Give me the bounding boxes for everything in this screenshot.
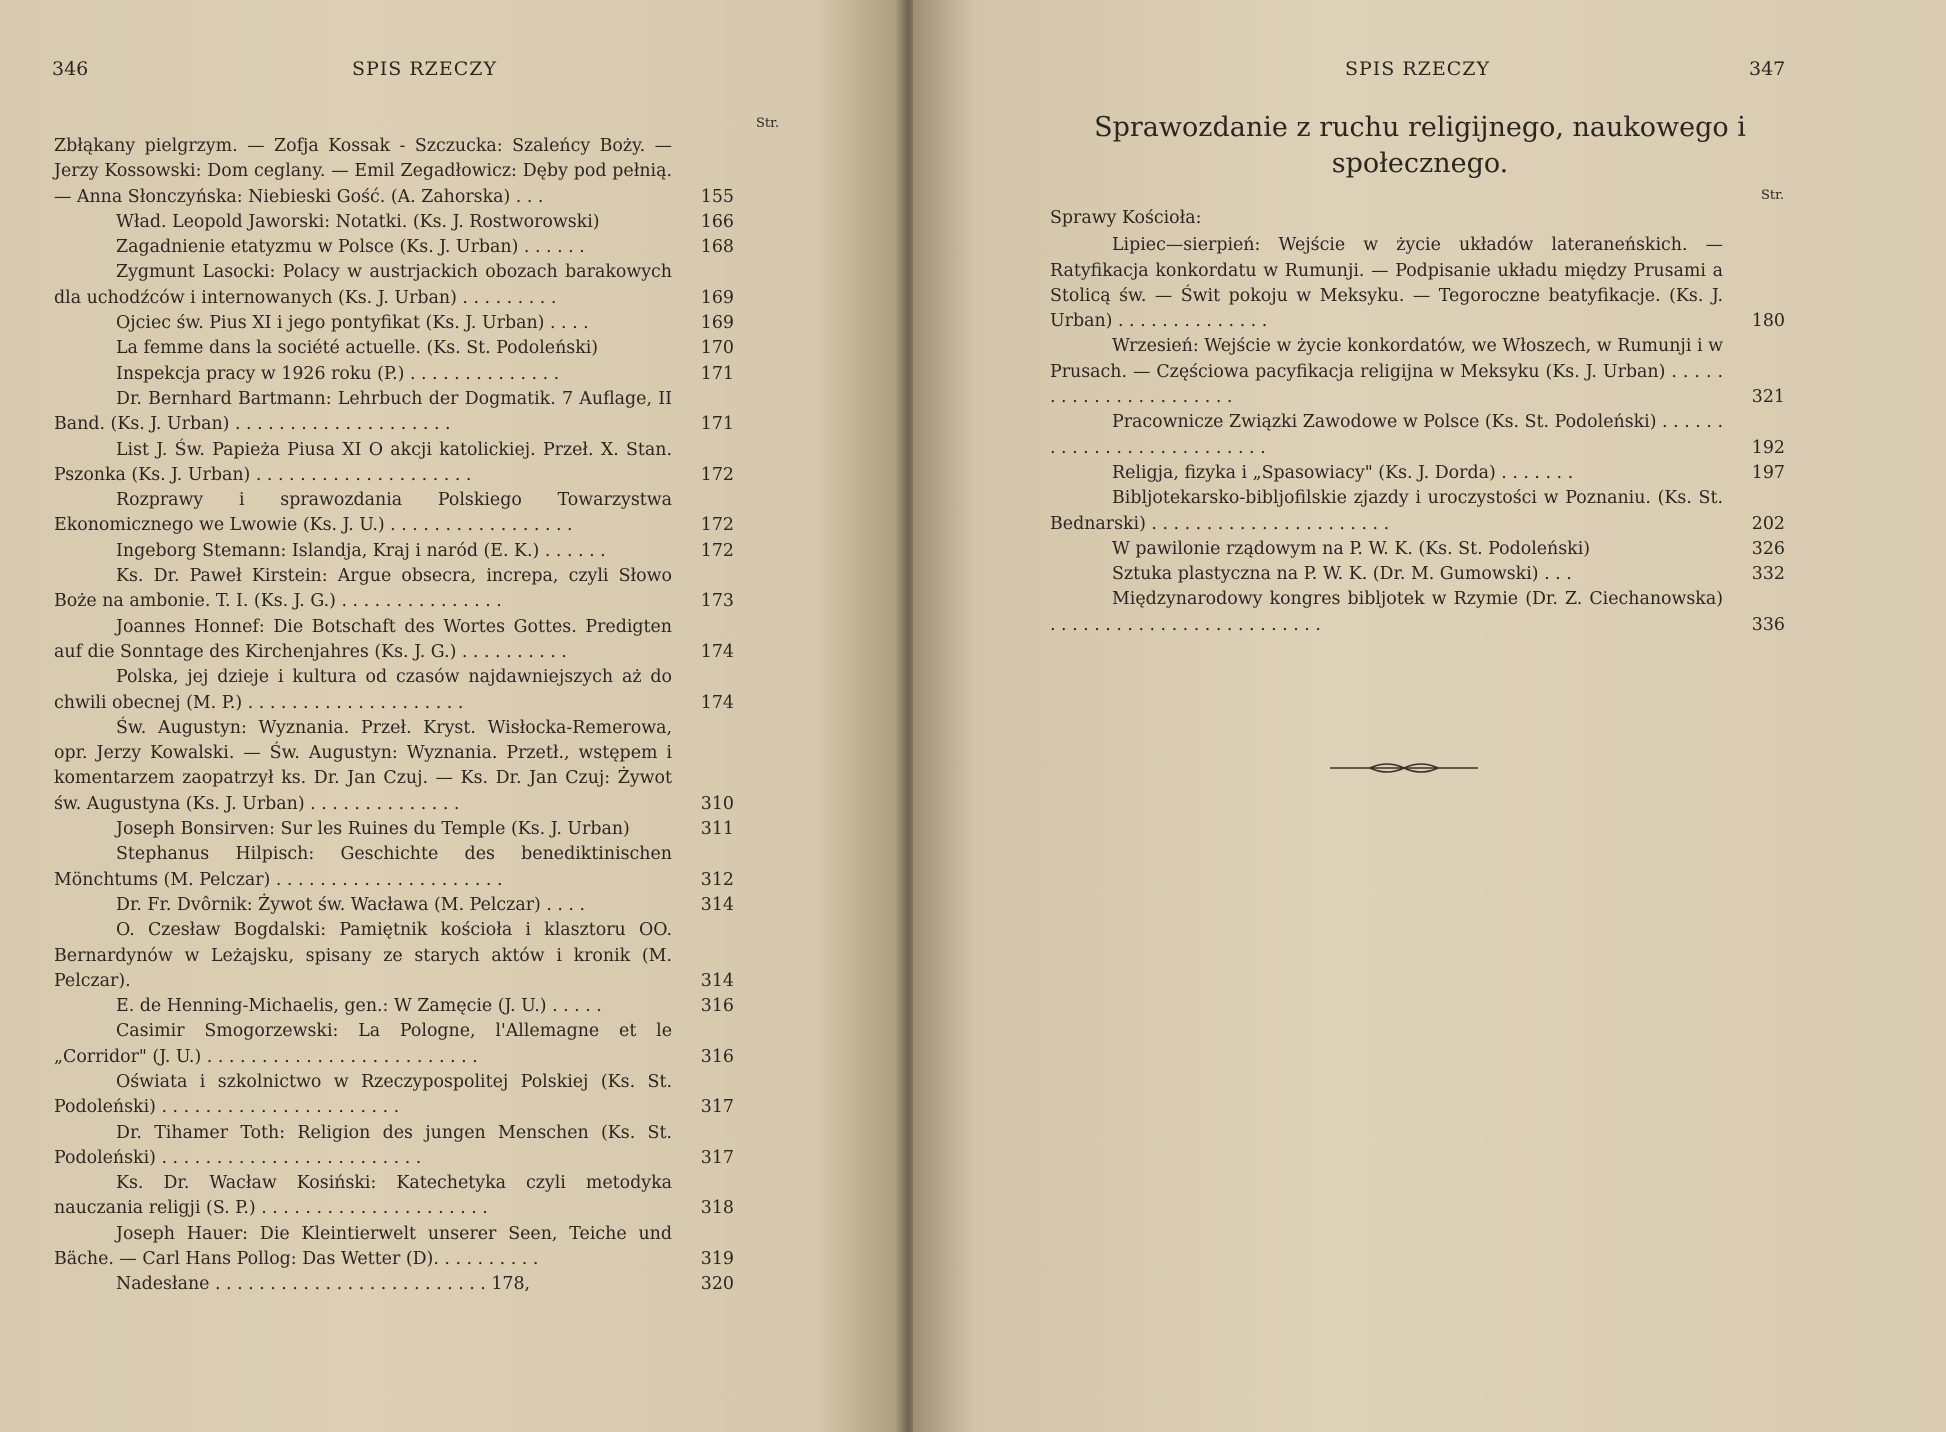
section-title: Sprawozdanie z ruchu religijnego, naukowego i społecznego.	[1094, 112, 1746, 179]
toc-entry	[54, 134, 734, 210]
toc-entry-page: 336	[1751, 614, 1785, 635]
toc-entry-title: Św. Augustyn: Wyznania. Przeł. Kryst. Wisłocka-Remerowa, opr. Jerzy Kowalski. — Św. Augustyn: Wyznania. Przetł., wstępem i komentarzem zaopatrzył ks. Dr. Jan Czuj. — Ks. Dr. Jan Czuj: Żywot św. Augustyna (Ks. J. Urban) . . . . . . . . . . . . . .	[54, 717, 672, 814]
toc-entry-title: Rozprawy i sprawozdania Polskiego Towarzystwa Ekonomicznego we Lwowie (Ks. J. U.) . . . . . . . . . . . . . . . . .	[54, 490, 672, 536]
toc-entry	[54, 893, 734, 918]
toc-entry-page: 316	[700, 996, 734, 1017]
toc-entry-page: 172	[700, 464, 734, 485]
page-number: 346	[52, 58, 89, 80]
toc-entry-page: 155	[700, 186, 734, 207]
toc-entry	[54, 488, 734, 539]
toc-entry	[54, 842, 734, 893]
toc-entry	[1050, 334, 1785, 410]
toc-entry	[1050, 587, 1785, 638]
toc-entry	[54, 1171, 734, 1222]
toc-entry-title: Inspekcja pracy w 1926 roku (P.) . . . . . . . . . . . . . .	[116, 363, 560, 384]
toc-entry-title: Nadesłane . . . . . . . . . . . . . . . . . . . . . . . . . 178,	[116, 1274, 531, 1295]
toc-entry-page: 197	[1751, 462, 1785, 483]
toc-entry-page: 202	[1751, 513, 1785, 534]
toc-entry-title: Bibljotekarsko-bibljofilskie zjazdy i uroczystości w Poznaniu. (Ks. St. Bednarski) . . . . . . . . . . . . . . . . . . . . . .	[1050, 488, 1723, 534]
toc-entry	[54, 387, 734, 438]
toc-entry	[54, 210, 734, 235]
toc-entry-page: 180	[1751, 311, 1785, 332]
toc-entry-page: 332	[1751, 564, 1785, 585]
toc-entry-title: Zygmunt Lasocki: Polacy w austrjackich obozach barakowych dla uchodźców i internowanych (Ks. J. Urban) . . . . . . . . .	[54, 262, 672, 308]
toc-entry-page: 171	[700, 363, 734, 384]
toc-entry	[1050, 461, 1785, 486]
toc-entry	[54, 716, 734, 817]
toc-entry-page: 320	[700, 1274, 734, 1295]
running-head: SPIS RZECZY	[1345, 58, 1491, 80]
table-of-contents	[54, 134, 734, 1298]
toc-entry-page: 311	[700, 819, 734, 840]
toc-entry-title: Międzynarodowy kongres bibljotek w Rzymie (Dr. Z. Ciechanowska) . . . . . . . . . . . . . . . . . . . . . . . . .	[1050, 589, 1723, 635]
toc-entry	[54, 615, 734, 666]
toc-entry-title: Ks. Dr. Paweł Kirstein: Argue obsecra, increpa, czyli Słowo Boże na ambonie. T. I. (Ks. J. G.) . . . . . . . . . . . . . . .	[54, 566, 672, 612]
toc-entry	[1050, 537, 1785, 562]
toc-entry-title: Ks. Dr. Wacław Kosiński: Katechetyka czyli metodyka nauczania religji (S. P.) . . . . . . . . . . . . . . . . . . . . .	[54, 1173, 672, 1219]
toc-entry-title: List J. Św. Papieża Piusa XI O akcji katolickiej. Przeł. X. Stan. Pszonka (Ks. J. Urban) . . . . . . . . . . . . . . . . . . . .	[54, 439, 672, 485]
toc-entry	[54, 438, 734, 489]
left-page	[0, 0, 905, 1432]
toc-entry	[54, 1019, 734, 1070]
toc-entry-page: 321	[1751, 387, 1785, 408]
toc-entry-page: 192	[1751, 437, 1785, 458]
toc-entry-title: Stephanus Hilpisch: Geschichte des benediktinischen Mönchtums (M. Pelczar) . . . . . . . . . . . . . . . . . . . . .	[54, 844, 672, 890]
toc-entry	[54, 918, 734, 994]
page-number: 347	[1749, 58, 1786, 80]
toc-entry	[1050, 486, 1785, 537]
toc-entry-title: Sztuka plastyczna na P. W. K. (Dr. M. Gumowski) . . .	[1112, 564, 1572, 585]
toc-entry-page: 174	[700, 692, 734, 713]
section-heading: Sprawy Kościoła:	[1050, 208, 1202, 228]
toc-entry	[54, 817, 734, 842]
toc-entry	[54, 336, 734, 361]
toc-entry-page: 173	[700, 591, 734, 612]
toc-entry-title: Pracownicze Związki Zawodowe w Polsce (Ks. St. Podoleński) . . . . . . . . . . . . . . . . . . . . . . . . . .	[1050, 412, 1723, 458]
toc-entry	[54, 1272, 734, 1297]
toc-entry	[54, 665, 734, 716]
toc-entry	[54, 1222, 734, 1273]
toc-entry-page: 168	[700, 237, 734, 258]
toc-entry-title: Joseph Hauer: Die Kleintierwelt unserer Seen, Teiche und Bäche. — Carl Hans Pollog: Das Wetter (D). . . . . . . . . .	[54, 1223, 672, 1270]
toc-entry-page: 314	[700, 894, 734, 915]
toc-entry	[54, 539, 734, 564]
toc-entry-title: Zbłąkany pielgrzym. — Zofja Kossak - Szczucka: Szaleńcy Boży. — Jerzy Kossowski: Dom ceglany. — Emil Zegadłowicz: Dęby pod pełnią. — Anna Słonczyńska: Niebieski Gość. (A. Zahorska) . . .	[54, 136, 672, 207]
toc-entry-title: Oświata i szkolnictwo w Rzeczypospolitej Polskiej (Ks. St. Podoleński) . . . . . . . . . . . . . . . . . . . . . .	[54, 1071, 672, 1118]
toc-entry	[1050, 562, 1785, 587]
toc-entry-page: 312	[700, 869, 734, 890]
page-column-label: Str.	[1761, 188, 1785, 203]
toc-entry	[54, 564, 734, 615]
toc-entry-page: 169	[700, 287, 734, 308]
toc-entry-page: 310	[700, 793, 734, 814]
toc-entry-title: Dr. Fr. Dvôrnik: Żywot św. Wacława (M. Pelczar) . . . .	[116, 894, 586, 915]
toc-entry	[54, 260, 734, 311]
ornament-divider	[1330, 757, 1478, 779]
toc-entry	[54, 362, 734, 387]
toc-entry-title: W pawilonie rządowym na P. W. K. (Ks. St. Podoleński)	[1112, 538, 1591, 559]
toc-entry-page: 174	[700, 641, 734, 662]
toc-entry-title: Zagadnienie etatyzmu w Polsce (Ks. J. Urban) . . . . . .	[116, 237, 585, 258]
toc-entry-title: Wrzesień: Wejście w życie konkordatów, we Włoszech, w Rumunji i w Prusach. — Częściowa pacyfikacja religijna w Meksyku (Ks. J. Urban) . . . . . . . . . . . . . . . . . . . . . .	[1050, 336, 1723, 408]
toc-entry-page: 171	[700, 414, 734, 435]
toc-entry	[54, 1121, 734, 1172]
toc-entry	[54, 235, 734, 260]
toc-entry	[1050, 410, 1785, 461]
toc-entry-title: Religja, fizyka i „Spasowiacy" (Ks. J. Dorda) . . . . . . .	[1112, 462, 1574, 483]
toc-entry-page: 316	[700, 1046, 734, 1067]
toc-entry-page: 326	[1751, 538, 1785, 559]
page-column-label: Str.	[756, 116, 780, 131]
toc-entry-title: Casimir Smogorzewski: La Pologne, l'Allemagne et le „Corridor" (J. U.) . . . . . . . . . . . . . . . . . . . . . . . . .	[54, 1021, 672, 1067]
toc-entry-title: Joseph Bonsirven: Sur les Ruines du Temple (Ks. J. Urban)	[116, 819, 630, 840]
toc-entry	[1050, 233, 1785, 334]
toc-entry-title: Dr. Tihamer Toth: Religion des jungen Menschen (Ks. St. Podoleński) . . . . . . . . . . . . . . . . . . . . . . . .	[54, 1122, 672, 1168]
toc-entry-title: O. Czesław Bogdalski: Pamiętnik kościoła i klasztoru OO. Bernardynów w Leżajsku, spisany ze starych aktów i kronik (M. Pelczar).	[54, 920, 672, 991]
toc-entry-title: Wład. Leopold Jaworski: Notatki. (Ks. J. Rostworowski)	[116, 211, 600, 232]
toc-entry-title: Ingeborg Stemann: Islandja, Kraj i naród (E. K.) . . . . . .	[116, 540, 606, 561]
toc-entry-title: E. de Henning-Michaelis, gen.: W Zamęcie (J. U.) . . . . .	[116, 996, 602, 1017]
toc-entry	[54, 311, 734, 336]
toc-entry-title: Joannes Honnef: Die Botschaft des Wortes Gottes. Predigten auf die Sonntage des Kirchenjahres (Ks. J. G.) . . . . . . . . . .	[54, 616, 672, 662]
toc-entry-page: 169	[700, 313, 734, 334]
toc-entry-title: Lipiec—sierpień: Wejście w życie układów lateraneńskich. — Ratyfikacja konkordatu w Rumunji. — Podpisanie układu między Prusami a Stolicą św. — Świt pokoju w Meksyku. — Tegoroczne beatyfikacje. (Ks. J. Urban) . . . . . . . . . . . . . .	[1050, 235, 1723, 332]
toc-entry	[54, 1070, 734, 1121]
toc-entry-page: 314	[700, 970, 734, 991]
toc-entry-page: 170	[700, 338, 734, 359]
toc-entry	[54, 994, 734, 1019]
running-head: SPIS RZECZY	[352, 58, 498, 80]
toc-entry-title: Ojciec św. Pius XI i jego pontyfikat (Ks. J. Urban) . . . .	[116, 313, 589, 334]
toc-entry-page: 318	[700, 1198, 734, 1219]
toc-entry-title: Dr. Bernhard Bartmann: Lehrbuch der Dogmatik. 7 Auflage, II Band. (Ks. J. Urban) . . . . . . . . . . . . . . . . . . . .	[54, 388, 672, 435]
toc-entry-page: 172	[700, 540, 734, 561]
toc-entry-page: 172	[700, 515, 734, 536]
toc-entry-page: 166	[700, 211, 734, 232]
toc-entry-title: La femme dans la société actuelle. (Ks. St. Podoleński)	[116, 338, 599, 359]
toc-entry-page: 317	[700, 1147, 734, 1168]
table-of-contents	[1050, 206, 1785, 638]
toc-entry-title: Polska, jej dzieje i kultura od czasów najdawniejszych aż do chwili obecnej (M. P.) . . . . . . . . . . . . . . . . . . . .	[54, 667, 672, 713]
toc-entry-page: 319	[700, 1249, 734, 1270]
toc-entry-page: 317	[700, 1097, 734, 1118]
